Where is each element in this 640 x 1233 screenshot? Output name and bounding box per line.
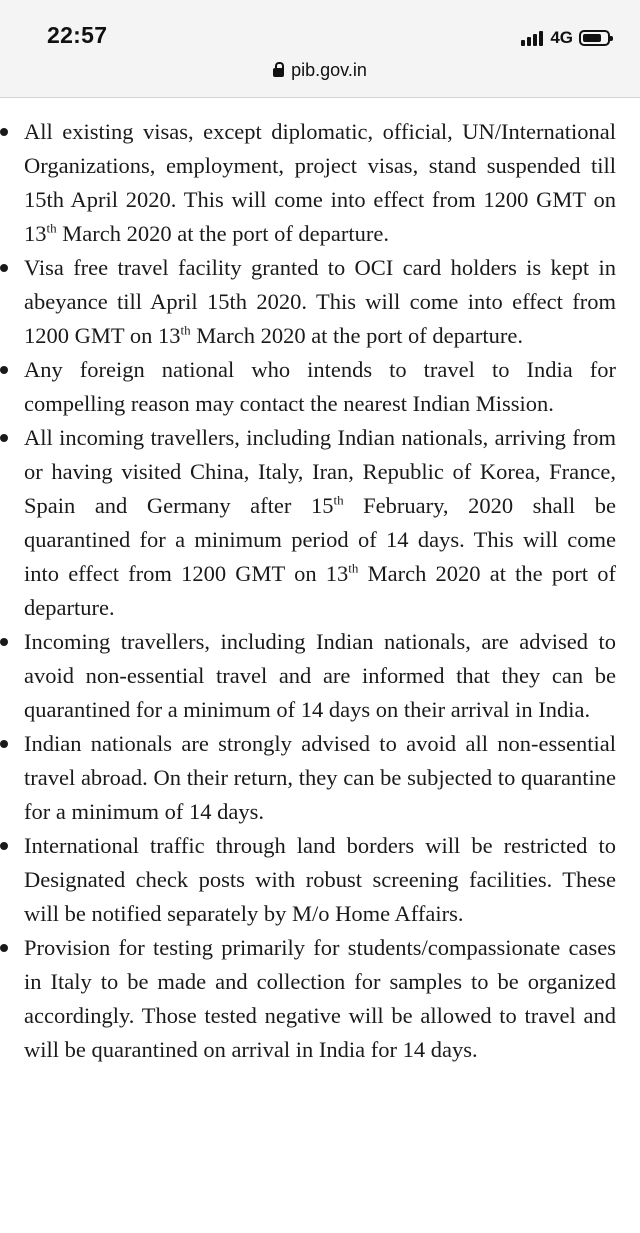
- list-item: International traffic through land borders will be restricted to Designated check posts with robust screening facilities. These will be notified separately by M/o Home Affairs.: [0, 829, 640, 931]
- url-text: pib.gov.in: [291, 60, 367, 80]
- browser-header: [0, 0, 640, 98]
- list-item: Provision for testing primarily for students/compassionate cases in Italy to be made and collection for samples to be organized accordingly. Those tested negative will be allowed to travel and will be quarantined on arrival in India for 14 days.: [0, 931, 640, 1067]
- battery-icon: [579, 30, 610, 46]
- list-item: All incoming travellers, including Indian nationals, arriving from or having visited China, Italy, Iran, Republic of Korea, France, Spain and Germany after 15th February, 2020 shall be quarantined for a minimum period of 14 days. This will come into effect from 1200 GMT on 13th March 2020 at the port of departure.: [0, 421, 640, 625]
- list-item: All existing visas, except diplomatic, official, UN/International Organizations, employment, project visas, stand suspended till 15th April 2020. This will come into effect from 1200 GMT on 13th March 2020 at the port of departure.: [0, 115, 640, 251]
- cellular-signal-icon: [521, 30, 545, 46]
- address-bar[interactable]: [0, 60, 640, 81]
- status-time: 22:57: [47, 22, 108, 48]
- article-content: [0, 115, 640, 1067]
- network-type-label: 4G: [550, 28, 573, 47]
- list-item: Visa free travel facility granted to OCI card holders is kept in abeyance till April 15th 2020. This will come into effect from 1200 GMT on 13th March 2020 at the port of departure.: [0, 251, 640, 353]
- list-item: Indian nationals are strongly advised to avoid all non-essential travel abroad. On their return, they can be subjected to quarantine for a minimum of 14 days.: [0, 727, 640, 829]
- advisory-list: [0, 115, 640, 1067]
- lock-icon: [273, 68, 284, 77]
- list-item: Incoming travellers, including Indian nationals, are advised to avoid non-essential travel and are informed that they can be quarantined for a minimum of 14 days on their arrival in India.: [0, 625, 640, 727]
- status-indicators: [521, 27, 610, 49]
- list-item: Any foreign national who intends to travel to India for compelling reason may contact the nearest Indian Mission.: [0, 353, 640, 421]
